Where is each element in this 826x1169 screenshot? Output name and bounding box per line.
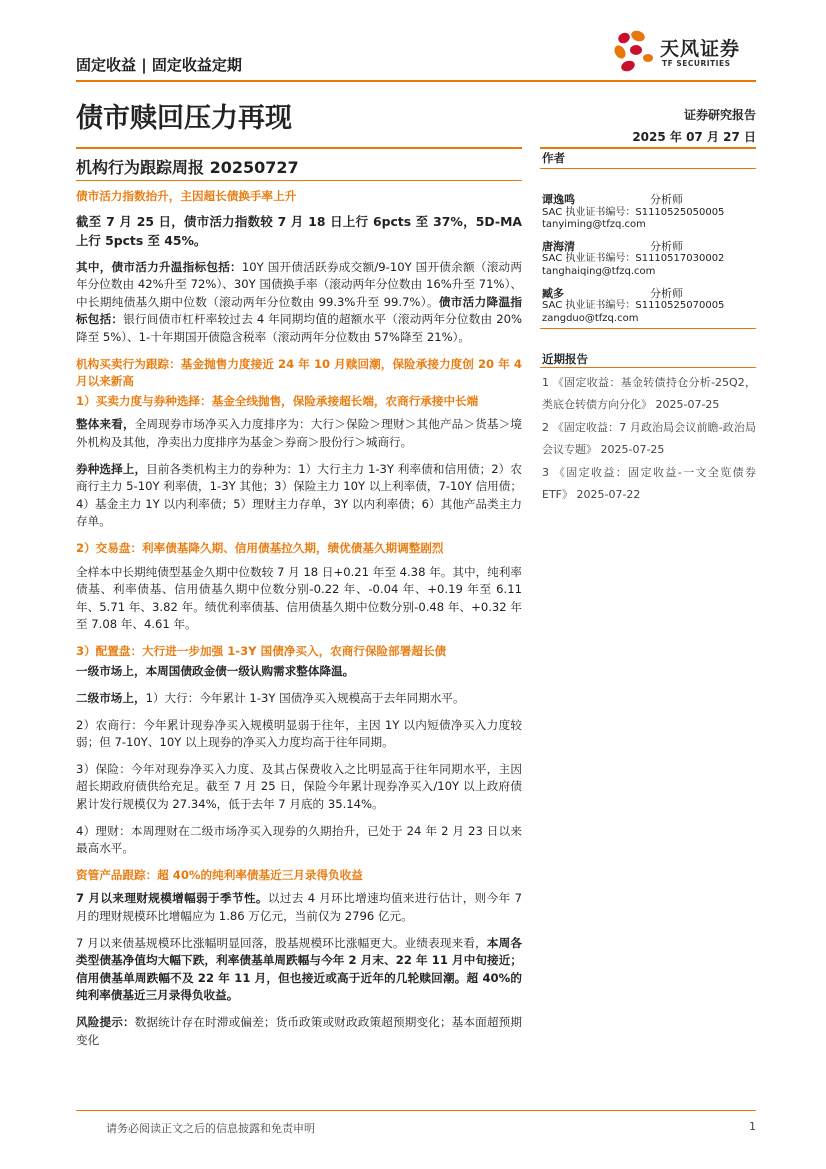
author-email[interactable]: zangduo@tfzq.com <box>542 312 639 324</box>
report-type: 证券研究报告 <box>683 108 756 122</box>
paragraph <box>76 690 522 708</box>
main-content <box>76 188 522 1058</box>
text: 10Y 国开债活跃券成交额/9-10Y 国开债余额（滚动两年分位数由 42%升至 72%）、30Y 国债换手率（滚动两年分位数由 16%升至 71%）、中长期纯债基久期中位数（滚动两年分位数由 99.3%升至 99.7%）。 <box>76 259 522 309</box>
author-license: SAC 执业证书编号：S1110525050005 <box>542 206 725 218</box>
bold-lead: 其中，债市活力升温指标包括： <box>76 259 242 274</box>
text: 银行间债市杠杆率较过去 4 年同期均值的超额水平（滚动两年分位数由 20%降至 5%）、1-十年期国开债隐含税率（滚动两年分位数由 57%降至 21%）。 <box>76 312 522 344</box>
subsection-heading: 3）配置盘：大行进一步加强 1-3Y 国债净买入，农商行保险部署超长债 <box>76 643 447 658</box>
paragraph: 全样本中长期纯债型基金久期中位数较 7 月 18 日+0.21 年至 4.38 年。其中，纯利率债基、利率债基、信用债基久期中位数分别-0.22 年、-0.04 年、+0.19 年至 6.11 年、5.71 年、3.82 年。绩优利率债基、信用债基久期中位数分别-0.48 年、+0.32 年至 7.08 年、4.61 年。 <box>76 564 522 632</box>
paragraph <box>76 935 522 1005</box>
paragraph <box>76 416 522 451</box>
report-date: 2025 年 07 月 27 日 <box>632 130 756 144</box>
author-card <box>542 241 756 279</box>
author-email[interactable]: tanghaiqing@tfzq.com <box>542 265 656 277</box>
paragraph: 3）保险：今年对现券净买入力度、及其占保费收入之比明显高于往年同期水平，主因超长期政府债供给充足。截至 7 月 25 日，保险今年累计现券净买入/10Y 以上政府债累计发行规模仅为 27.34%，低于去年 7 月底的 35.14%。 <box>76 761 522 812</box>
logo-mark-icon <box>610 28 658 76</box>
subsection-heading: 1）买卖力度与券种选择：基金全线抛售，保险承接超长端，农商行承接中长端 <box>76 393 479 408</box>
divider <box>76 180 522 181</box>
author-name: 谭逸鸣 <box>542 193 575 206</box>
subsection-heading: 2）交易盘：利率债基降久期、信用债基拉久期，绩优债基久期调整剧烈 <box>76 540 444 555</box>
paragraph <box>76 461 522 531</box>
recent-reports-heading: 近期报告 <box>542 352 588 366</box>
bold-lead: 7 月以来理财规模增幅弱于季节性。 <box>76 891 268 906</box>
risk-warning <box>76 1014 522 1049</box>
page-number: 1 <box>749 1120 756 1133</box>
bold-lead: 券种选择上， <box>76 461 147 476</box>
divider <box>76 80 756 82</box>
recent-report-item[interactable]: 3 《固定收益：固定收益-一文全览债券 ETF》 2025-07-22 <box>542 466 756 501</box>
author-role: 分析师 <box>650 193 683 206</box>
text: 全周现券市场净买入力度排序为：大行＞保险＞理财＞其他产品＞货基＞境外机构及其他，净卖出力度排序为基金＞券商＞股份行＞城商行。 <box>76 417 522 449</box>
paragraph: 一级市场上，本周国债政金债一级认购需求整体降温。 <box>76 664 355 679</box>
recent-reports-list <box>542 372 756 507</box>
paragraph <box>76 259 522 347</box>
author-card <box>542 194 756 232</box>
bold-text: 本周各类型债基净值均大幅下跌，利率债基单周跌幅与今年 2 月末、22 年 11 月中旬接近；信用债基单周跌幅不及 22 年 11 月，但也接近或高于近年的几轮赎回潮。超 40%的纯利率债基近三月录得负收益。 <box>76 935 522 1003</box>
author-heading: 作者 <box>542 151 565 165</box>
author-role: 分析师 <box>650 239 683 253</box>
bold-lead: 风险提示： <box>76 1014 135 1029</box>
text: 1）大行：今年累计 1-3Y 国债净买入规模高于去年同期水平。 <box>145 691 465 706</box>
company-logo <box>610 28 760 76</box>
divider <box>540 168 756 169</box>
bold-lead: 债市活力降温指标包括： <box>76 294 522 327</box>
author-card <box>542 288 756 326</box>
text: 以过去 4 月环比增速均值来进行估计，则今年 7 月的理财规模环比增幅应为 1.86 万亿元，当前仅为 2796 亿元。 <box>76 891 522 923</box>
summary-paragraph: 截至 7 月 25 日，债市活力指数较 7 月 18 日上行 6pcts 至 37%，5D-MA 上行 5pcts 至 45%。 <box>76 213 522 248</box>
divider <box>540 367 756 368</box>
text: 目前各类机构主力的券种为：1）大行主力 1-3Y 利率债和信用债；2）农商行主力 5-10Y 利率债，1-3Y 其他；3）保险主力 10Y 以上利率债，7-10Y 信用债；4）基金主力 1Y 以内利率债；5）理财主力存单，3Y 以内利率债；6）其他产品类主力存单。 <box>76 461 522 529</box>
divider <box>540 147 756 149</box>
recent-report-item[interactable]: 2 《固定收益：7 月政治局会议前瞻-政治局会议专题》 2025-07-25 <box>542 421 756 456</box>
text: 数据统计存在时滞或偏差；货币政策或财政政策超预期变化；基本面超预期变化 <box>76 1014 522 1047</box>
page-title: 债市赎回压力再现 <box>76 103 292 134</box>
author-name: 唐海清 <box>542 239 575 253</box>
section-heading: 债市活力指数抬升，主因超长债换手率上升 <box>76 189 297 203</box>
text: 7 月以来债基规模环比涨幅明显回落，股基规模环比涨幅更大。业绩表现来看， <box>76 935 487 950</box>
footer-disclaimer: 请务必阅读正文之后的信息披露和免责申明 <box>106 1122 315 1135</box>
bold-lead: 整体来看， <box>76 417 135 432</box>
logo-text-en: TF SECURITIES <box>662 59 731 68</box>
author-name: 臧多 <box>542 286 564 300</box>
paragraph <box>76 890 522 925</box>
divider <box>76 1110 756 1111</box>
author-list <box>542 194 756 328</box>
paragraph: 4）理财：本周理财在二级市场净买入现券的久期抬升，已处于 24 年 2 月 23 日以来最高水平。 <box>76 823 522 856</box>
section-heading: 资管产品跟踪：超 40%的纯利率债基近三月录得负收益 <box>76 867 363 882</box>
recent-report-item[interactable]: 1 《固定收益：基金转债持仓分析-25Q2，类底仓转债方向分化》 2025-07-25 <box>542 376 756 411</box>
author-license: SAC 执业证书编号：S1110525070005 <box>542 300 725 312</box>
report-category: 固定收益 | 固定收益定期 <box>76 56 242 74</box>
divider <box>76 147 522 149</box>
section-heading: 机构买卖行为跟踪：基金抛售力度接近 24 年 10 月赎回潮，保险承接力度创 20 年 4 月以来新高 <box>76 356 522 389</box>
author-license: SAC 执业证书编号：S1110517030002 <box>542 253 725 265</box>
logo-text-cn: 天风证券 <box>660 38 741 60</box>
bold-lead: 二级市场上， <box>76 691 146 706</box>
paragraph: 2）农商行：今年累计现券净买入规模明显弱于往年，主因 1Y 以内短债净买入力度较弱；但 7-10Y、10Y 以上现券的净买入力度均高于往年同期。 <box>76 717 522 750</box>
page-subtitle: 机构行为跟踪周报 20250727 <box>76 158 299 177</box>
author-role: 分析师 <box>650 286 683 300</box>
divider <box>540 328 756 329</box>
author-email[interactable]: tanyiming@tfzq.com <box>542 219 646 231</box>
